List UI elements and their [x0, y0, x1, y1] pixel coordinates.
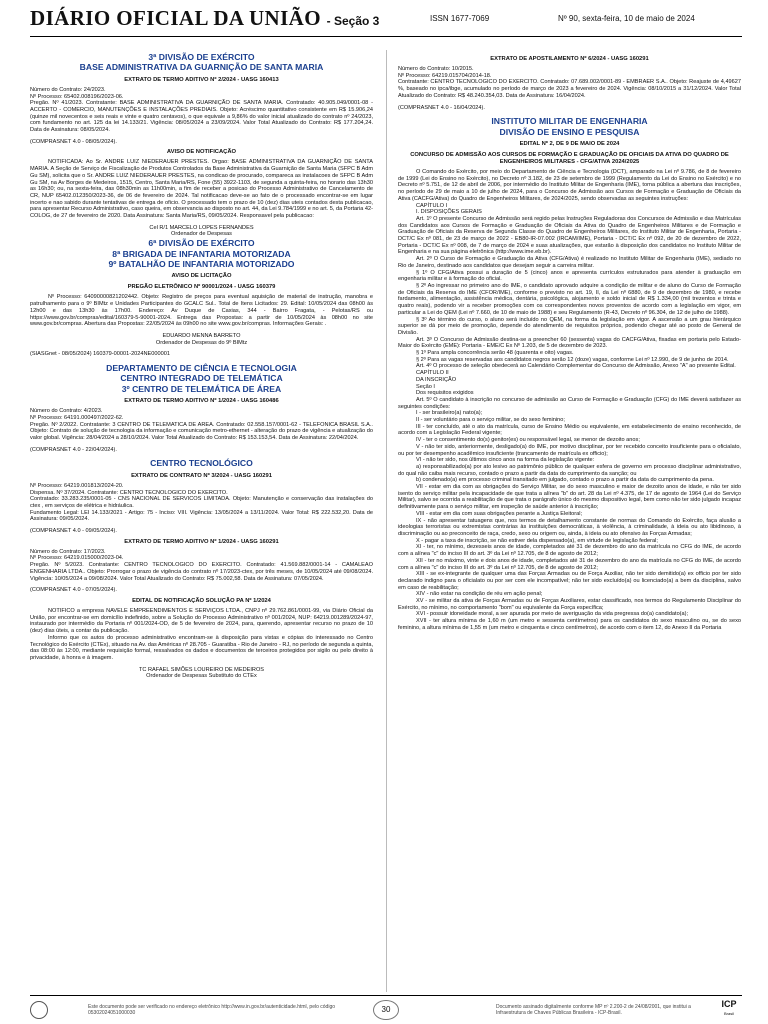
notice-title: AVISO DE NOTIFICAÇÃO	[166, 149, 237, 156]
section-heading: 8ª BRIGADA DE INFANTARIA MOTORIZADA	[112, 248, 291, 259]
paragraph: § 2º Para as vagas reservadas aos candidatos negros serão 12 (doze) vagas, conforme Lei nº 12.990, de 9 de junho de 2014.	[416, 356, 729, 363]
paragraph: Pregão. Nº 41/2023. Contratante: BASE ADMINISTRATIVA DA GUARNIÇÃO DE SANTA MARIA. Contratado: 40.905.049/0001-08 - ACCERTO - COMERCIO, MANUTENÇÕES E INSTALAÇÕES PREDIAIS. Objeto: Acréscimo quantitativo consistente em R$ 15.906,24 (quinze mil novecentos e seis reais e vinte e quatro centavos), o que equivale a 9,86% do valor inicial atualizado do contrato nº 24/2023, com fundamento no art. 125 da lei 14.133/21. Vigência: 08/05/2024 a 23/09/2024. Valor Total Atualizado do Contrato: R$ 177.204,24. Data de Assinatura: 08/05/2024.	[30, 100, 373, 134]
signature-line: Cel R/1 MARCELO LOPES FERNANDES	[149, 224, 254, 231]
paragraph: (COMPRASNET 4.0 - 09/05/2024).	[30, 528, 117, 535]
right-column	[398, 52, 741, 990]
paragraph: VI - não ter sido, nos últimos cinco anos na forma da legislação vigente:	[416, 457, 595, 464]
issn: ISSN 1677-7069	[430, 14, 490, 23]
signature-line: Ordenador de Despesas do 9º BIMtz	[155, 339, 248, 346]
paragraph: Art. 2º O Curso de Formação e Graduação da Ativa (CFG/Ativa) é realizado no Instituto Militar de Engenharia (IME), sediado no Rio de Janeiro, destinado aos candidatos que desejam seguir a carreira militar.	[398, 256, 741, 269]
paragraph: Número do Contrato: 24/2023.	[30, 86, 106, 93]
paragraph: Número do Contrato: 4/2023.	[30, 408, 103, 415]
paragraph: Seção I	[416, 383, 435, 390]
notice-title: EXTRATO DE APOSTILAMENTO Nº 6/2024 - UASG 160291	[490, 56, 649, 62]
paragraph: NOTIFICO a empresa NAVELE EMPREENDIMENTOS E SERVIÇOS LTDA., CNPJ nº 29.762.861/0001-99, via Diário Oficial da União, por encontrar-se em domicílio indefinido, sobre a Solução do Processo Administrativo nº 001/2024, NUP: 64219.001289/2024-97, instaurado por intermédio da Portaria nº 001/2024-OD, de 5 de fevereiro de 2024, para, querendo, apresentar recurso no prazo de 10 (dez) dias úteis, a contar da publicação.	[30, 608, 373, 635]
paragraph: Art. 5º O candidato à inscrição no concurso de admissão ao Curso de Formação e Graduação (CFG) do IME deverá satisfazer as seguintes condições:	[398, 396, 741, 410]
section-heading: 3º CENTRO DE TELEMÁTICA DE ÁREA	[121, 383, 282, 394]
notice-title: EDITAL Nº 2, DE 9 DE MAIO DE 2024	[519, 141, 620, 148]
paragraph: § 2º Ao ingressar no primeiro ano do IME, o candidato aprovado adquire a condição de militar e de aluno do Curso de Formação de Oficiais da Reserva do IME (CFOR/IME), conforme o previsto no art. 19, II, da Lei nº 6880, de 9 de dezembro de 1980, e recebe fardamento, alimentação, assistência médica, dentária, psicológica, alojamento e soldo inicial de R$ 1.334,00 (mil trezentos e trinta e quatro reais), podendo vir a receber promoções com os correspondentes novos proventos de acordo com a legislação em vigor, em particular a Lei do QEM (Lei nº 7.660, de 10 de maio de 1988) e seu Regulamento (R-43, Decreto nº 96.304, de 12 de julho de 1988).	[398, 282, 741, 316]
paragraph: (SIASGnet - 08/05/2024) 160379-00001-2024NE000001	[30, 351, 170, 358]
signature-line: Ordenador de Despesas	[171, 231, 232, 238]
section-heading: 3ª DIVISÃO DE EXÉRCITO	[148, 52, 255, 62]
paragraph: Nº Processo: 64090000821202442. Objeto: Registro de preços para eventual aquisição de material de instrução, manobra e patrulhamento para o 9º BIMtz e Unidades Participantes do GCALC Sul.. Total de Itens Licitados: 29. Edital: 10/05/2024 das 08h00 às 12h00 e das 13h30 às 17h00. Endereço: Av Duque de Caxias, 344 - Bairro Fragata, - Pelotas/RS ou https://www.gov.br/compras/edital/160379-5-90001-2024. Entrega das Propostas: a partir de 10/05/2024 às 08h00 no site www.gov.br/compras. Abertura das Propostas: 22/05/2024 às 09h00 no site www.gov.br/compras. Informações Gerais: .	[30, 294, 373, 328]
signature-line: TC RAFAEL SIMÕES LOUREIRO DE MEDEIROS	[138, 666, 265, 673]
paragraph: XIII - se ex-integrante de qualquer uma das Forças Armadas ou de Força Auxiliar, não ter sido demitido(a) ex officio por ter sido declarado indigno para o oficialato ou por ser com ele incompatível; não ter sido excluído(a) ou licenciado(a) a bem da disciplina, salvo em caso de reabilitação;	[398, 571, 741, 591]
paragraph: Nº Processo: 64219.015704/2014-18.	[398, 72, 492, 79]
paragraph: Número do Contrato: 17/2023.	[30, 548, 106, 555]
section-heading: BASE ADMINISTRATIVA DA GUARNIÇÃO DE SANTA MARIA	[79, 62, 324, 73]
paragraph: XVII - ter altura mínima de 1,60 m (um metro e sessenta centímetros) para os candidatos do sexo masculino ou, se do sexo feminino, a altura mínima de 1,55 m (um metro e cinquenta e cinco centímetros), de acordo com o item 12, do Anexo II da Portaria	[398, 618, 741, 631]
masthead	[30, 6, 742, 34]
paragraph: X - pagar a taxa de inscrição, se não estiver dela dispensado(a), em virtude de legislação federal;	[416, 537, 658, 544]
paragraph: Informo que os autos do processo administrativo encontram-se à disposição para vistas e cópias do interessado no Centro Tecnológico do Exército (CTEx), situado na Av. das Américas nº 28.705 - Guaratiba - Rio de Janeiro - RJ, no período de segunda a quinta, das 08:00 às 12:00, mediante requisição formal, ressalvados os dados e documentos de terceiros protegidos por sigilo ou pelo direito à privacidade, à honra e à imagem.	[30, 634, 373, 661]
footer-rule	[30, 995, 742, 996]
signature-line: EDUARDO MENNA BARRETO	[162, 332, 241, 339]
paragraph: XII - ter no máximo, vinte e dois anos de idade, completados até 31 de dezembro do ano da matrícula no CFG do IME, de acordo com a alínea "c" do inciso III do art. 3º da Lei nº 12.705, de 8 de agosto de 2012;	[398, 557, 741, 571]
paragraph: (COMPRASNET 4.0 - 22/04/2024).	[30, 446, 117, 453]
paragraph: XI - ter, no mínimo, dezesseis anos de idade, completados até 31 de dezembro do ano da matrícula no CFG do IME, de acordo com a alínea "c" do inciso III do art. 3º da Lei nº 12.705, de 8 de agosto de 2012;	[398, 544, 741, 558]
paragraph: DA INSCRIÇÃO	[416, 376, 457, 383]
notice-title: PREGÃO ELETRÔNICO Nº 90001/2024 - UASG 160379	[127, 284, 276, 291]
paragraph: IX - não apresentar tatuagens que, nos termos de detalhamento constante de normas do Comando do Exército, faça alusão a ideologias terroristas ou extremistas contrárias às instituições democráticas, à violência, à criminalidade, à ideia ou ato libidinoso, à discriminação ou ao preconceito de raça, credo, sexo ou origem ou, ainda, à ideia ou ato ofensivo às Forças Armadas;	[398, 517, 741, 537]
paragraph: § 3º Ao término do curso, o aluno será incluído no QEM, na forma da legislação em vigor. A ascensão a um grau hierárquico superior se dá por meio de promoção, depende do atendimento de requisitos próprios, podendo chegar até ao posto de General de Divisão.	[398, 316, 741, 336]
paragraph: III - ter concluído, até o ato da matrícula, curso de Ensino Médio ou equivalente, em estabelecimento de ensino reconhecido, de acordo com a Legislação Federal vigente;	[398, 423, 741, 437]
paragraph: Dispensa. Nº 37/2024. Contratante: CENTRO TECNOLOGICO DO EXERCITO.	[30, 489, 228, 496]
paragraph: Contratante: CENTRO TECNOLOGICO DO EXERCITO. Contratado: 07.689.002/0001-89 - EMBRAER S.A.. Objeto: Reajuste de 4,49627 %, baseado no ipca/ibge, acumulado no período de março de 2023 a fevereiro de 2024. Vigência: 08/10/2015 a 31/12/2024. Valor Total Atualizado do Contrato: R$ 48.240.354,03. Data de Assinatura: 16/04/2024.	[398, 79, 741, 99]
section-heading: INSTITUTO MILITAR DE ENGENHARIA	[491, 116, 648, 127]
paragraph: b) condenado(a) em processo criminal transitado em julgado, contado o prazo a partir da data do cumprimento da pena.	[416, 477, 714, 484]
section-heading: DIVISÃO DE ENSINO E PESQUISA	[499, 126, 640, 137]
notice-title: AVISO DE LICITAÇÃO	[171, 273, 232, 280]
paragraph: Nº Processo: 64219.001813/2024-20.	[30, 482, 124, 489]
notice-title: EDITAL DE NOTIFICAÇÃO SOLUÇÃO PA Nº 1/2024	[132, 598, 271, 604]
section-heading: 9º BATALHÃO DE INFANTARIA MOTORIZADO	[108, 258, 295, 269]
header-rule	[30, 36, 742, 37]
paragraph: (COMPRASNET 4.0 - 16/04/2024).	[398, 104, 485, 111]
paragraph: Nº Processo: 64219.015000/2023-04.	[30, 555, 124, 562]
paragraph: XV - se militar da ativa de Forças Armadas ou de Forças Auxiliares, estar classificado, nos termos do Regulamento Disciplinar do Exército, no mínimo, no comportamento "bom" ou equivalente da Força específica;	[398, 598, 741, 611]
paragraph: XIV - não estar na condição de réu em ação penal;	[416, 591, 543, 598]
paragraph: Pregão. Nº 5/2023. Contratante: CENTRO TECNOLOGICO DO EXERCITO. Contratado: 41.569.882/0001-14 - CAMALEAO ENGENHARIA LTDA.. Objeto: Prorrogar o prazo de vigência do contrato nº 17/2023-ctex, por três meses, de 10/05/2024 até 09/08/2024. Vigência: 10/05/2024 a 09/08/2024. Valor Total Atualizado do Contrato: R$ 75.002,58. Data de Assinatura: 07/05/2024.	[30, 562, 373, 582]
icp-brasil-logo: ICP Brasil	[721, 999, 737, 1016]
coat-of-arms-icon	[30, 1001, 48, 1019]
paragraph: a) responsabilizado(a) por ato lesivo ao patrimônio público de qualquer esfera de governo em processo disciplinar administrativo, do qual não caiba mais recurso, contado o prazo a partir da data do cumprimento da sanção; ou	[398, 463, 741, 477]
column-divider	[386, 50, 387, 992]
paragraph: NOTIFICADA: Ao Sr. ANDRE LUIZ NIEDERAUER PRESTES. Orgao: BASE ADMINISTRATIVA DA GUARNIÇÃO DE SANTA MARIA. A Seção de Serviço de Fiscalização de Produtos Controlados da Base Administrativa da Guarnição de Santa Maria (SFPC B Adm Gu SM), solicita que o Sr. ANDRE LUIZ NIEDERAUER PRESTES, na condicao de procurado, compareca as instalacoes de SFPC B Adm Gu SM, na Av Borges de Medeiros, 1515, Centro, Santa Maria/RS, Fone (55) 3922-1103, de segunda a quinta-feira, no horario das 13h30 as 16h30; ou, na sexta-feira, das 08h30min as 11h00min, a fim de receber a posicao do Processo Administrativo de Cancelamento de CR, NUP 65402.012350/2023-36, de 06 de fevereiro de 2024. Tal notificacao deve-se ao fato de o processado encontrar-se em lugar incerto e nao sabido durante tentativas de entrega de oficio. O processado tem o prazo de 10 (dez) dias uteis contados desta publicacao, para apresentar Recurso Administrativo, caso queira, em observancia ao disposto no art. 44, da Lei 9.784/1999 e no art. 5, da Portaria 42-COLOG, de 27 de fevereiro de 2020. Data Assinatura: Santa Maria/RS, 09/05/2024. Responsavel pela publicacao:	[30, 159, 373, 220]
paragraph: Art. 1º O presente Concurso de Admissão será regido pelas Instruções Reguladoras dos Concursos de Admissão e das Matrículas dos Candidatos aos Cursos de Formação e Graduação de Oficiais da Ativa do Quadro de Engenheiros Militares e de Formação e Graduação de Oficiais da Reserva de Segunda Classe do Quadro de Engenheiros Militares, do Instituto Militar de Engenharia, Portaria - DCT/C Ex nº 081, de 23 de março de 2022 - EB80-IR-07.002 (IRCAM/IME), Portaria - DCT/C Ex nº 092, de 20 de dezembro de 2022, Portaria - DCT/C Ex nº 008, de 7 de março de 2024 e suas atualizações, que estarão à disposição dos candidatos no Instituto Militar de Engenharia e na sua página eletrônica (http://www.ime.eb.br).	[398, 215, 741, 256]
notice-title: EXTRATO DE TERMO ADITIVO Nº 1/2024 - UASG 160291	[124, 538, 279, 545]
paragraph: I. DISPOSIÇÕES GERAIS	[416, 209, 482, 216]
section-label: - Seção 3	[326, 14, 380, 28]
paragraph: (COMPRASNET 4.0 - 08/05/2024).	[30, 138, 117, 145]
paragraph: CAPÍTULO I	[416, 202, 448, 209]
paragraph: O Comando do Exército, por meio do Departamento de Ciência e Tecnologia (DCT), amparado na Lei nº 9.786, de 8 de fevereiro de 1999 (Lei do Ensino no Exército), no Decreto nº 3.182, de 23 de setembro de 1999 (Regulamento da Lei do Ensino no Exército) e no Decreto nº 5.751, de 12 de abril de 2006, por intermédio do Instituto Militar de Engenharia (IME), torna pública a abertura das inscrições, no período de 29 de maio a 10 de julho de 2024, para o Concurso de Admissão aos Cursos de Formação e Graduação de Oficiais da Ativa (CACFG/Ativa) do Quadro de Engenheiros Militares, de 2024/2025, sendo observadas as seguintes instruções:	[398, 169, 741, 202]
notice-title: EXTRATO DE CONTRATO Nº 3/2024 - UASG 160291	[131, 472, 272, 479]
paragraph: VII - estar em dia com as obrigações do Serviço Militar, se do sexo masculino e maior de dezoito anos de idade, e não ter sido isento do serviço militar pela incapacidade de que trata a alínea "b" do art. 28 da Lei nº 4.375, de 17 de agosto de 1964 (Lei do Serviço Militar), salvo se ocorrida a reabilitação de que trata o parágrafo único do mesmo dispositivo legal, bem como não ter sido julgado incapaz definitivamente para o serviço militar, em inspeção de saúde anterior à inscrição;	[398, 484, 741, 511]
issue-date: Nº 90, sexta-feira, 10 de maio de 2024	[558, 14, 695, 23]
signature-note: Documento assinado digitalmente conforme MP nº 2.200-2 de 24/08/2001, que institui a Infraestrutura de Chaves Públicas Brasileira - ICP-Brasil.	[496, 1004, 691, 1016]
notice-title: CONCURSO DE ADMISSÃO AOS CURSOS DE FORMAÇÃO E GRADUAÇÃO DE OFICIAIS DA ATIVA DO QUADRO DE ENGENHEIROS MILITARES - CFG/ATIVA 2024/2025	[410, 152, 729, 166]
paragraph: V - não ter sido, anteriormente, desligado(a) do IME, por motivo disciplinar, por ter recebido conceito insuficiente para o oficialato, ou por ter desempenho acadêmico insuficiente (trancamento de matrícula ex officio);	[398, 443, 741, 457]
notice-title: EXTRATO DE TERMO ADITIVO Nº 1/2024 - UASG 160486	[124, 398, 279, 405]
notice-title: EXTRATO DE TERMO ADITIVO Nº 2/2024 - UASG 160413	[124, 76, 279, 83]
paragraph: Art. 4º O processo de seleção obedecerá ao Calendário Complementar do Concurso de Admissão, Anexo "A" ao presente Edital.	[416, 363, 736, 370]
verification-note: Este documento pode ser verificado no endereço eletrônico http://www.in.gov.br/autenticidade.html, pelo código 05302024051000030	[88, 1004, 335, 1016]
paragraph: Art. 3º O Concurso de Admissão destina-se a preencher 60 (sessenta) vagas do CACFG/Ativa, fixadas em portaria pelo Estado-Maior do Exército (EME): Portaria - EME/C Ex Nº 1.203, de 5 de dezembro de 2023.	[398, 336, 741, 350]
paragraph: (COMPRASNET 4.0 - 07/05/2024).	[30, 587, 117, 594]
paragraph: § 1º O CFG/Ativa possui a duração de 5 (cinco) anos e apresenta currículos estruturados para atender à graduação em engenharia militar e à formação do oficial.	[398, 269, 741, 283]
section-heading: DEPARTAMENTO DE CIÊNCIA E TECNOLOGIA	[106, 363, 297, 374]
signature-line: Ordenador de Despesas Substituto do CTEx	[146, 673, 257, 680]
paragraph: § 1º Para ampla concorrência serão 48 (quarenta e oito) vagas.	[416, 350, 574, 357]
section-heading: 6ª DIVISÃO DE EXÉRCITO	[148, 238, 255, 249]
paragraph: I - ser brasileiro(a) nato(a);	[416, 410, 483, 417]
footer	[30, 1000, 742, 1022]
paragraph: VIII - estar em dia com suas obrigações perante a Justiça Eleitoral;	[416, 510, 583, 517]
paragraph: CAPÍTULO II	[416, 370, 449, 377]
paragraph: IV - ter o consentimento do(s) genitor(es) ou responsável legal, se menor de dezoito anos;	[416, 437, 640, 444]
paragraph: Pregão. Nº 2/2022. Contratante: 3 CENTRO DE TELEMATICA DE AREA. Contratado: 02.558.157/0001-62 - TELEFONICA BRASIL S.A.. Objeto: Contrato de solução de tecnologia da informação e comunicação metro-ethernet - alteração do prazo de vigência e atualização do valor global. Vigência: 28/04/2024 a 28/10/2024. Valor Total Atualizado do Contrato: R$ 153.153,54. Data de Assinatura: 22/04/2024.	[30, 421, 373, 442]
paragraph: II - ser voluntário para o serviço militar, se do sexo feminino;	[416, 417, 565, 424]
page-number: 30	[373, 1000, 399, 1020]
section-heading: CENTRO INTEGRADO DE TELEMÁTICA	[120, 373, 283, 384]
section-heading: CENTRO TECNOLÓGICO	[150, 458, 253, 469]
gazette-title: DIÁRIO OFICIAL DA UNIÃO - Seção 3	[30, 6, 380, 30]
paragraph: Contratado: 33.283.235/0001-05 - CNS NACIONAL DE SERVICOS LIMITADA. Objeto: Manutenção e conservação das instalações do ctex , em serviços de elétrica e hidráulica.	[30, 496, 373, 509]
paragraph: Nº Processo: 64191.000497/2022-62.	[30, 414, 124, 421]
paragraph: Fundamento Legal: LEI 14.133/2021 - Artigo: 75 - Inciso: VIII. Vigência: 13/05/2024 a 13/11/2024. Valor Total: R$ 222.532,20. Data de Assinatura: 09/05/2024.	[30, 509, 373, 523]
paragraph: Nº Processo: 65402.008196/2023-06.	[30, 93, 124, 100]
paragraph: XVI - possuir idoneidade moral, a ser apurada por meio de averiguação da vida pregressa do(a) candidato(a);	[416, 611, 689, 618]
paragraph: Número do Contrato: 10/2015.	[398, 66, 474, 72]
paragraph: Dos requisitos exigidos	[416, 390, 474, 397]
left-column	[30, 52, 373, 990]
